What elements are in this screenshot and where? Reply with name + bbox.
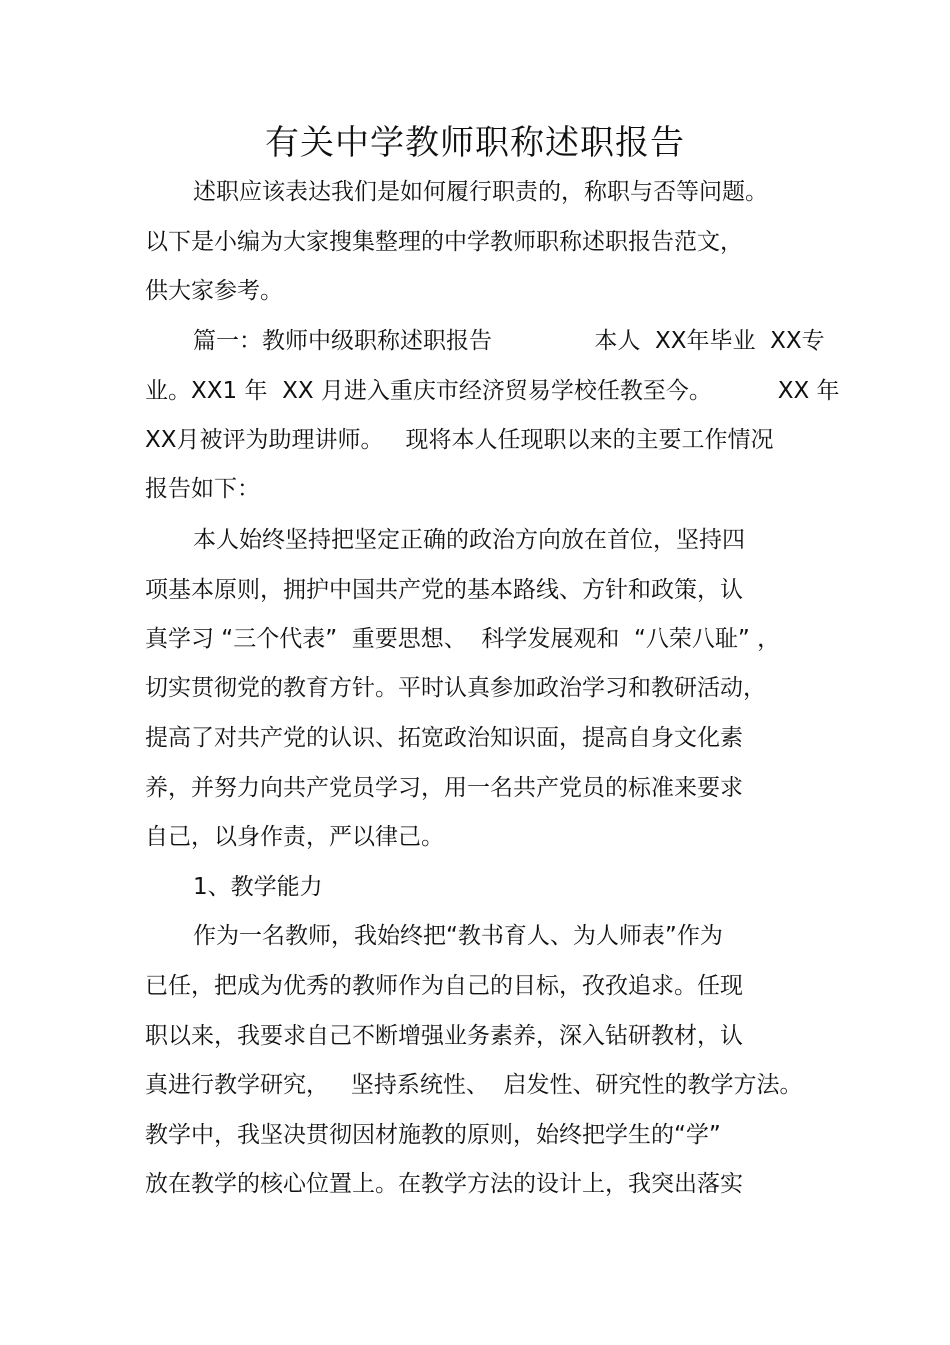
paragraph-line: 已任，把成为优秀的教师作为自己的目标，孜孜追求。任现 <box>145 973 743 999</box>
paragraph-line: 篇一：教师中级职称述职报告 本人 XX年毕业 XX专 <box>193 328 825 354</box>
paragraph-line: 业。XX1 年 XX 月进入重庆市经济贸易学校任教至今。 XX 年 <box>145 378 840 404</box>
paragraph-line: 自己，以身作责，严以律己。 <box>145 824 444 850</box>
paragraph-line: 职以来，我要求自己不断增强业务素养，深入钻研教材，认 <box>145 1023 743 1049</box>
paragraph-line: 报告如下： <box>145 476 260 502</box>
paragraph-line: 述职应该表达我们是如何履行职责的，称职与否等问题。 <box>193 179 768 205</box>
paragraph-line: 真学习 “三个代表” 重要思想、 科学发展观和 “八荣八耻” ， <box>145 626 781 652</box>
paragraph-line: 项基本原则，拥护中国共产党的基本路线、方针和政策，认 <box>145 577 743 603</box>
paragraph-line: 放在教学的核心位置上。在教学方法的设计上，我突出落实 <box>145 1171 743 1197</box>
paragraph-line: 真进行教学研究， 坚持系统性、 启发性、研究性的教学方法。 <box>145 1072 803 1098</box>
paragraph-line: 供大家参考。 <box>145 278 283 304</box>
paragraph-line: 作为一名教师，我始终把“教书育人、为人师表”作为 <box>193 923 723 949</box>
section-heading: 1、教学能力 <box>193 874 323 900</box>
paragraph-line: 养，并努力向共产党员学习，用一名共产党员的标准来要求 <box>145 775 743 801</box>
paragraph-line: 教学中，我坚决贯彻因材施教的原则，始终把学生的“学” <box>145 1122 721 1148</box>
paragraph-line: 本人始终坚持把坚定正确的政治方向放在首位，坚持四 <box>193 527 745 553</box>
document-title: 有关中学教师职称述职报告 <box>265 123 685 163</box>
paragraph-line: 以下是小编为大家搜集整理的中学教师职称述职报告范文， <box>145 229 743 255</box>
paragraph-line: 切实贯彻党的教育方针。平时认真参加政治学习和教研活动， <box>145 675 766 701</box>
paragraph-line: XX月被评为助理讲师。 现将本人任现职以来的主要工作情况 <box>145 427 774 453</box>
paragraph-line: 提高了对共产党的认识、拓宽政治知识面，提高自身文化素 <box>145 725 743 751</box>
